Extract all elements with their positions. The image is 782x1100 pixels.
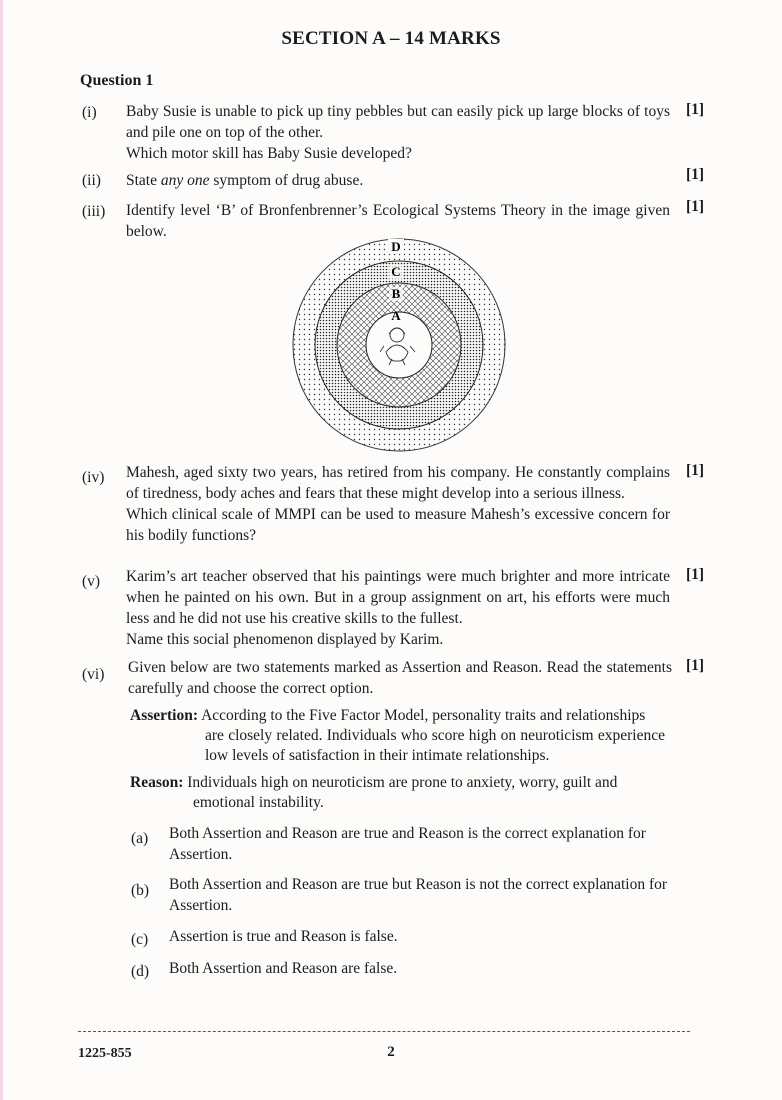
diagram-label-d: D (391, 239, 401, 254)
reason-block (130, 773, 665, 813)
mark-v: [1] (686, 566, 705, 583)
footer-divider (78, 1031, 690, 1032)
item-text-iv (126, 462, 670, 546)
option-a-letter: (a) (131, 830, 149, 847)
diagram-label-b: B (391, 286, 401, 301)
section-title: SECTION A – 14 MARKS (281, 28, 501, 49)
mark-ii: [1] (686, 166, 705, 183)
item-iv-question: Which clinical scale of MMPI can be used to measure Mahesh’s excessive concern for his bodily functions? (126, 506, 670, 544)
mark-i: [1] (686, 101, 705, 118)
item-v-question: Name this social phenomenon displayed by Karim. (126, 631, 444, 648)
item-ii-text-after: symptom of drug abuse. (209, 172, 364, 189)
item-number-iv: (iv) (82, 469, 105, 486)
question-heading: Question 1 (80, 72, 154, 89)
item-text-i (126, 101, 670, 164)
page-number: 2 (387, 1044, 395, 1060)
option-d-text: Both Assertion and Reason are false. (169, 960, 398, 977)
mark-vi: [1] (686, 657, 705, 674)
item-text-v (126, 566, 670, 650)
item-number-ii: (ii) (82, 172, 101, 189)
item-text-iii: Identify level ‘B’ of Bronfenbrenner’s Ecological Systems Theory in the image given below. (126, 202, 670, 240)
item-v-statement: Karim’s art teacher observed that his paintings were much brighter and more intricate when he painted on his own. But in a group assignment on art, his efforts were much less and he did not use his creative skills to the fullest. (126, 568, 670, 627)
option-a-text: Both Assertion and Reason are true and Reason is the correct explanation for Assertion. (169, 825, 646, 863)
diagram-label-c: C (391, 264, 401, 279)
item-ii-text-before: State (126, 172, 161, 189)
item-ii-emphasis: any one (160, 172, 210, 189)
item-number-iii: (iii) (82, 203, 106, 220)
item-text-ii (126, 170, 670, 191)
item-number-i: (i) (82, 104, 97, 121)
assertion-block (130, 706, 665, 766)
diagram-label-a: A (391, 308, 401, 323)
item-iv-statement: Mahesh, aged sixty two years, has retired from his company. He constantly complains of tiredness, body aches and fears that these might develop into a serious illness. (126, 464, 670, 502)
mark-iv: [1] (686, 462, 705, 479)
reason-label: Reason: (130, 774, 184, 791)
item-i-statement: Baby Susie is unable to pick up tiny pebbles but can easily pick up large blocks of toys and pile one on top of the other. (126, 103, 670, 141)
paper-code: 1225-855 (78, 1046, 132, 1061)
item-text-vi: Given below are two statements marked as Assertion and Reason. Read the statements carefully and choose the correct option. (128, 659, 672, 697)
item-number-v: (v) (82, 573, 101, 590)
mark-iii: [1] (686, 198, 705, 215)
option-c-letter: (c) (131, 931, 149, 948)
assertion-first-line: According to the Five Factor Model, personality traits and relationships (201, 707, 646, 724)
item-i-question: Which motor skill has Baby Susie developed? (126, 145, 412, 162)
option-d-letter: (d) (131, 963, 150, 980)
reason-first-line: Individuals high on neuroticism are prone to anxiety, worry, guilt and (187, 774, 618, 791)
option-c-text: Assertion is true and Reason is false. (169, 928, 398, 945)
page-edge-stripe (0, 0, 3, 1100)
option-b-letter: (b) (131, 882, 150, 899)
assertion-continuation: are closely related. Individuals who score high on neuroticism experience low levels of satisfaction in their intimate relationships. (205, 727, 665, 764)
reason-continuation: emotional instability. (193, 794, 324, 811)
item-number-vi: (vi) (82, 666, 105, 683)
option-b-text: Both Assertion and Reason are true but Reason is not the correct explanation for Assertion. (169, 876, 668, 914)
ecological-systems-diagram (292, 232, 506, 458)
assertion-label: Assertion: (130, 707, 199, 724)
